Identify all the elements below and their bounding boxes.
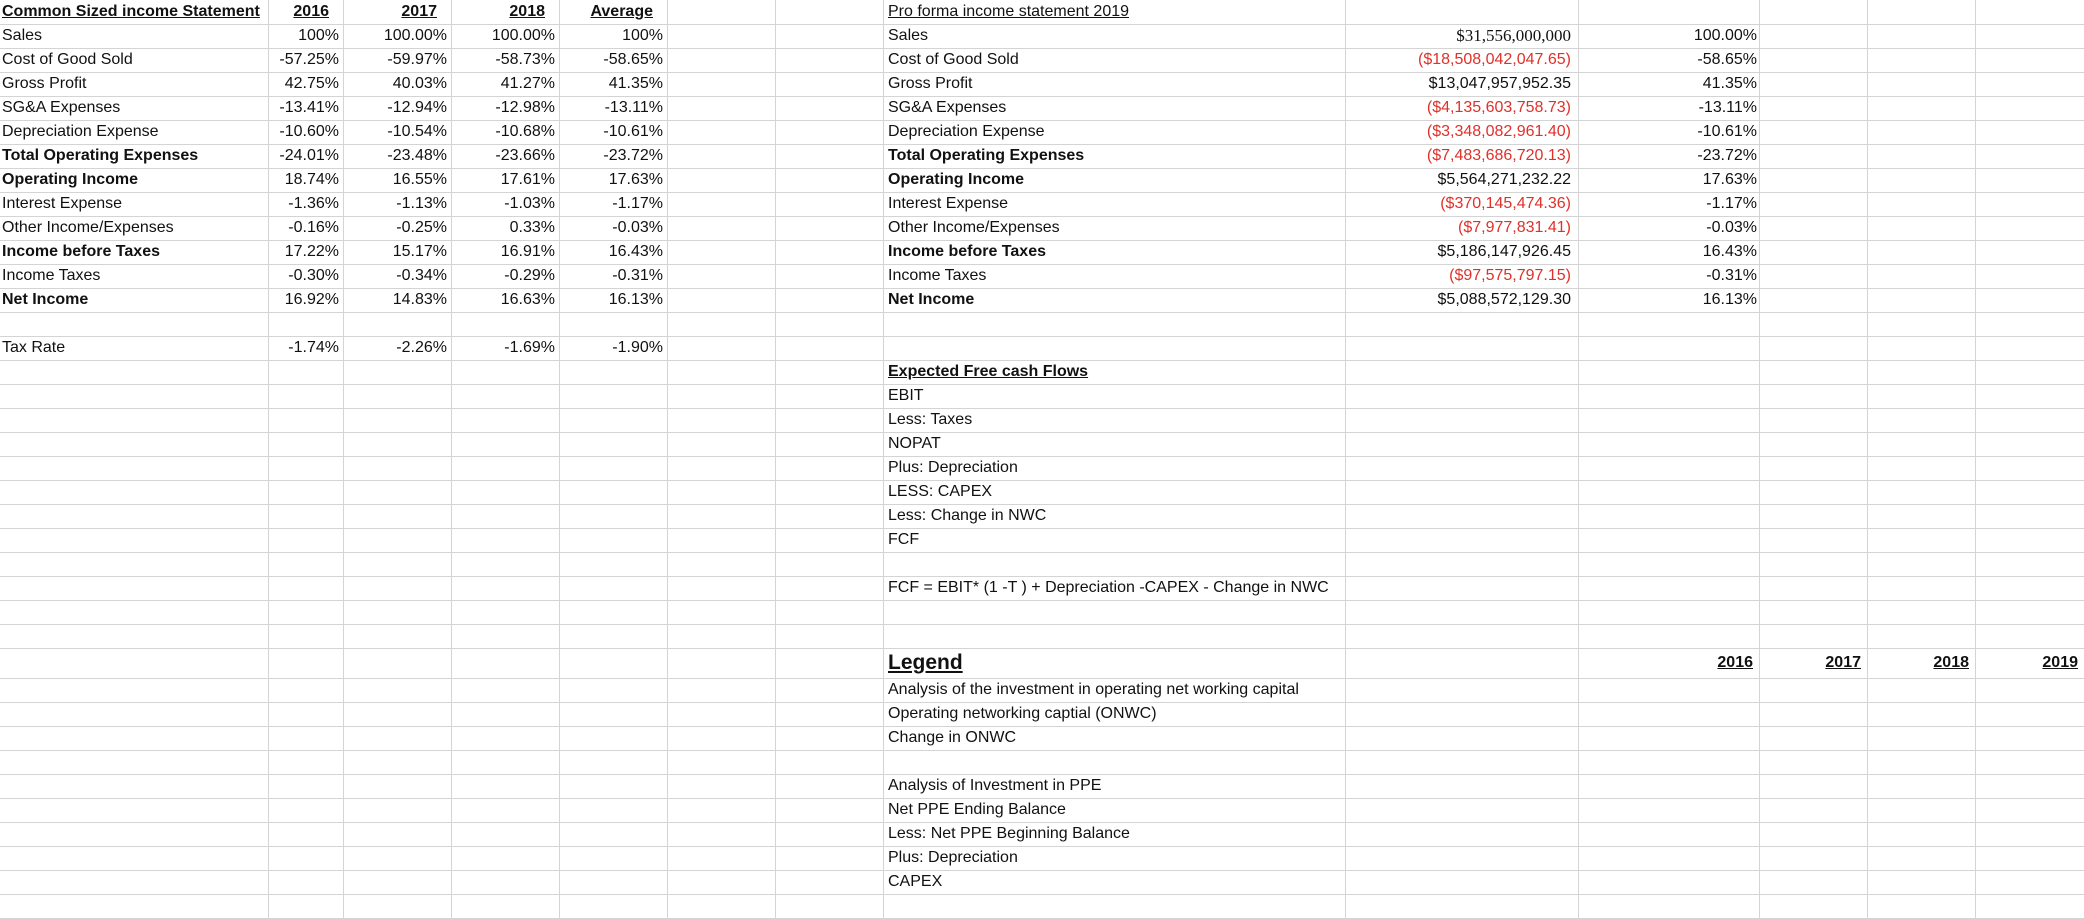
proforma-row-label[interactable]: Gross Profit: [888, 75, 973, 92]
common-row-value[interactable]: 100%: [298, 27, 339, 44]
row-gridline: [0, 600, 2084, 601]
common-row-value[interactable]: -23.48%: [387, 147, 447, 164]
legend-onwc-item[interactable]: Change in ONWC: [888, 729, 1017, 746]
common-row-value[interactable]: -0.34%: [396, 267, 447, 284]
common-row-label[interactable]: SG&A Expenses: [2, 99, 121, 116]
fcf-item[interactable]: FCF: [888, 531, 920, 548]
common-row-value[interactable]: 16.55%: [392, 171, 447, 188]
column-gridline: [883, 0, 884, 918]
common-row-value[interactable]: 17.22%: [284, 243, 339, 260]
fcf-item[interactable]: Less: Taxes: [888, 411, 973, 428]
common-row-value[interactable]: -59.97%: [387, 51, 447, 68]
common-row-label[interactable]: Operating Income: [2, 171, 139, 188]
proforma-amount[interactable]: ($4,135,603,758.73): [1426, 99, 1571, 116]
common-row-value[interactable]: -12.94%: [387, 99, 447, 116]
common-row-label[interactable]: Depreciation Expense: [2, 123, 159, 140]
common-row-value[interactable]: 16.91%: [500, 243, 555, 260]
proforma-row-label[interactable]: Net Income: [888, 291, 975, 308]
common-row-label[interactable]: Gross Profit: [2, 75, 87, 92]
proforma-row-label[interactable]: Interest Expense: [888, 195, 1009, 212]
common-row-label[interactable]: Income before Taxes: [2, 243, 160, 260]
proforma-amount[interactable]: ($7,977,831.41): [1458, 219, 1571, 236]
proforma-row-label[interactable]: Depreciation Expense: [888, 123, 1045, 140]
common-row-value[interactable]: -0.31%: [612, 267, 663, 284]
proforma-amount[interactable]: $5,564,271,232.22: [1437, 171, 1571, 188]
common-row-value[interactable]: -10.61%: [603, 123, 663, 140]
common-row-value[interactable]: -1.03%: [504, 195, 555, 212]
common-row-value[interactable]: -13.11%: [604, 99, 663, 116]
common-row-value[interactable]: -0.25%: [396, 219, 447, 236]
row-gridline: [0, 552, 2084, 553]
proforma-row-label[interactable]: Cost of Good Sold: [888, 51, 1019, 68]
fcf-formula[interactable]: FCF = EBIT* (1 -T ) + Depreciation -CAPEX - Change in NWC: [888, 579, 1329, 596]
column-gridline: [1759, 0, 1760, 918]
common-row-value[interactable]: 0.33%: [509, 219, 555, 236]
proforma-amount[interactable]: ($3,348,082,961.40): [1426, 123, 1571, 140]
proforma-amount[interactable]: $5,186,147,926.45: [1437, 243, 1571, 260]
common-row-value[interactable]: -10.60%: [279, 123, 339, 140]
proforma-row-label[interactable]: Operating Income: [888, 171, 1025, 188]
legend-onwc-item[interactable]: Analysis of the investment in operating net working capital: [888, 681, 1299, 698]
common-row-value[interactable]: -0.29%: [504, 267, 555, 284]
proforma-percent[interactable]: -0.31%: [1706, 267, 1757, 284]
common-row-value[interactable]: -57.25%: [279, 51, 339, 68]
common-row-value[interactable]: -0.16%: [288, 219, 339, 236]
common-sized-title[interactable]: Common Sized income Statement: [2, 3, 260, 20]
fcf-item[interactable]: Plus: Depreciation: [888, 459, 1018, 476]
proforma-percent[interactable]: 16.13%: [1702, 291, 1757, 308]
column-gridline: [775, 0, 776, 918]
proforma-row-label[interactable]: Income before Taxes: [888, 243, 1046, 260]
fcf-item[interactable]: EBIT: [888, 387, 924, 404]
common-row-value[interactable]: -12.98%: [495, 99, 555, 116]
common-header-2017[interactable]: 2017: [401, 3, 437, 20]
common-row-value[interactable]: -58.65%: [603, 51, 663, 68]
common-row-value[interactable]: 18.74%: [284, 171, 339, 188]
common-header-average[interactable]: Average: [590, 3, 653, 20]
legend-onwc-item[interactable]: Operating networking captial (ONWC): [888, 705, 1157, 722]
legend-ppe-item[interactable]: Plus: Depreciation: [888, 849, 1018, 866]
legend-title[interactable]: Legend: [888, 651, 963, 674]
proforma-percent[interactable]: -58.65%: [1697, 51, 1757, 68]
common-row-value[interactable]: 40.03%: [392, 75, 447, 92]
proforma-percent[interactable]: -23.72%: [1697, 147, 1757, 164]
proforma-row-label[interactable]: Other Income/Expenses: [888, 219, 1060, 236]
proforma-percent[interactable]: 17.63%: [1702, 171, 1757, 188]
common-row-value[interactable]: -23.66%: [495, 147, 555, 164]
common-row-label[interactable]: Sales: [2, 27, 43, 44]
legend-ppe-item[interactable]: Net PPE Ending Balance: [888, 801, 1066, 818]
common-row-value[interactable]: -10.54%: [387, 123, 447, 140]
common-row-value[interactable]: 17.61%: [500, 171, 555, 188]
proforma-amount[interactable]: $13,047,957,952.35: [1428, 75, 1571, 92]
proforma-percent[interactable]: 41.35%: [1702, 75, 1757, 92]
fcf-item[interactable]: LESS: CAPEX: [888, 483, 993, 500]
common-row-label[interactable]: Income Taxes: [2, 267, 101, 284]
common-row-value[interactable]: -1.17%: [612, 195, 663, 212]
row-gridline: [0, 624, 2084, 625]
common-row-label[interactable]: Net Income: [2, 291, 89, 308]
proforma-amount[interactable]: ($97,575,797.15): [1449, 267, 1571, 284]
legend-year-2018[interactable]: 2018: [1933, 654, 1969, 671]
proforma-percent[interactable]: -10.61%: [1697, 123, 1757, 140]
tax-rate-value[interactable]: -1.90%: [612, 339, 663, 356]
column-gridline: [1867, 0, 1868, 918]
common-row-value[interactable]: 16.92%: [284, 291, 339, 308]
proforma-amount[interactable]: ($370,145,474.36): [1440, 195, 1571, 212]
common-row-value[interactable]: -1.13%: [396, 195, 447, 212]
common-row-value[interactable]: 16.43%: [608, 243, 663, 260]
proforma-title[interactable]: Pro forma income statement 2019: [888, 3, 1130, 20]
tax-rate-label[interactable]: Tax Rate: [2, 339, 66, 356]
common-row-label[interactable]: Total Operating Expenses: [2, 147, 199, 164]
proforma-percent[interactable]: -13.11%: [1698, 99, 1757, 116]
proforma-amount[interactable]: ($7,483,686,720.13): [1426, 147, 1571, 164]
fcf-title[interactable]: Expected Free cash Flows: [888, 363, 1089, 380]
proforma-row-label[interactable]: Income Taxes: [888, 267, 987, 284]
legend-ppe-item[interactable]: Analysis of Investment in PPE: [888, 777, 1102, 794]
common-row-label[interactable]: Other Income/Expenses: [2, 219, 174, 236]
common-header-2018[interactable]: 2018: [509, 3, 545, 20]
row-gridline: [0, 750, 2084, 751]
common-row-value[interactable]: 42.75%: [284, 75, 339, 92]
common-row-value[interactable]: -0.03%: [612, 219, 663, 236]
proforma-amount[interactable]: $5,088,572,129.30: [1437, 291, 1571, 308]
legend-year-2017[interactable]: 2017: [1825, 654, 1861, 671]
proforma-row-label[interactable]: SG&A Expenses: [888, 99, 1007, 116]
common-row-value[interactable]: -0.30%: [288, 267, 339, 284]
tax-rate-value[interactable]: -1.69%: [504, 339, 555, 356]
legend-ppe-item[interactable]: Less: Net PPE Beginning Balance: [888, 825, 1130, 842]
column-gridline: [1975, 0, 1976, 918]
common-row-value[interactable]: 41.27%: [500, 75, 555, 92]
common-row-value[interactable]: 16.63%: [500, 291, 555, 308]
proforma-amount[interactable]: $31,556,000,000: [1456, 26, 1571, 45]
column-gridline: [667, 0, 668, 918]
common-row-value[interactable]: 100%: [622, 27, 663, 44]
legend-year-2016[interactable]: 2016: [1717, 654, 1753, 671]
proforma-percent[interactable]: 100.00%: [1693, 27, 1757, 44]
fcf-item[interactable]: NOPAT: [888, 435, 941, 452]
row-gridline: [0, 894, 2084, 895]
legend-ppe-item[interactable]: CAPEX: [888, 873, 943, 890]
common-row-value[interactable]: -58.73%: [495, 51, 555, 68]
legend-year-2019[interactable]: 2019: [2042, 654, 2078, 671]
common-row-value[interactable]: 100.00%: [383, 27, 447, 44]
fcf-item[interactable]: Less: Change in NWC: [888, 507, 1047, 524]
proforma-amount[interactable]: ($18,508,042,047.65): [1417, 51, 1571, 68]
common-row-label[interactable]: Interest Expense: [2, 195, 123, 212]
common-row-value[interactable]: 15.17%: [392, 243, 447, 260]
tax-rate-value[interactable]: -1.74%: [288, 339, 339, 356]
tax-rate-value[interactable]: -2.26%: [396, 339, 447, 356]
common-row-value[interactable]: -10.68%: [495, 123, 555, 140]
common-header-2016[interactable]: 2016: [293, 3, 329, 20]
proforma-percent[interactable]: -0.03%: [1706, 219, 1757, 236]
common-row-value[interactable]: 41.35%: [608, 75, 663, 92]
common-row-value[interactable]: 16.13%: [608, 291, 663, 308]
proforma-percent[interactable]: -1.17%: [1706, 195, 1757, 212]
proforma-percent[interactable]: 16.43%: [1702, 243, 1757, 260]
row-gridline: [0, 312, 2084, 313]
proforma-row-label[interactable]: Total Operating Expenses: [888, 147, 1085, 164]
common-row-value[interactable]: 17.63%: [608, 171, 663, 188]
common-row-value[interactable]: 100.00%: [491, 27, 555, 44]
common-row-label[interactable]: Cost of Good Sold: [2, 51, 133, 68]
common-row-value[interactable]: -1.36%: [288, 195, 339, 212]
proforma-row-label[interactable]: Sales: [888, 27, 929, 44]
common-row-value[interactable]: -13.41%: [279, 99, 339, 116]
common-row-value[interactable]: -23.72%: [603, 147, 663, 164]
common-row-value[interactable]: 14.83%: [392, 291, 447, 308]
common-row-value[interactable]: -24.01%: [279, 147, 339, 164]
